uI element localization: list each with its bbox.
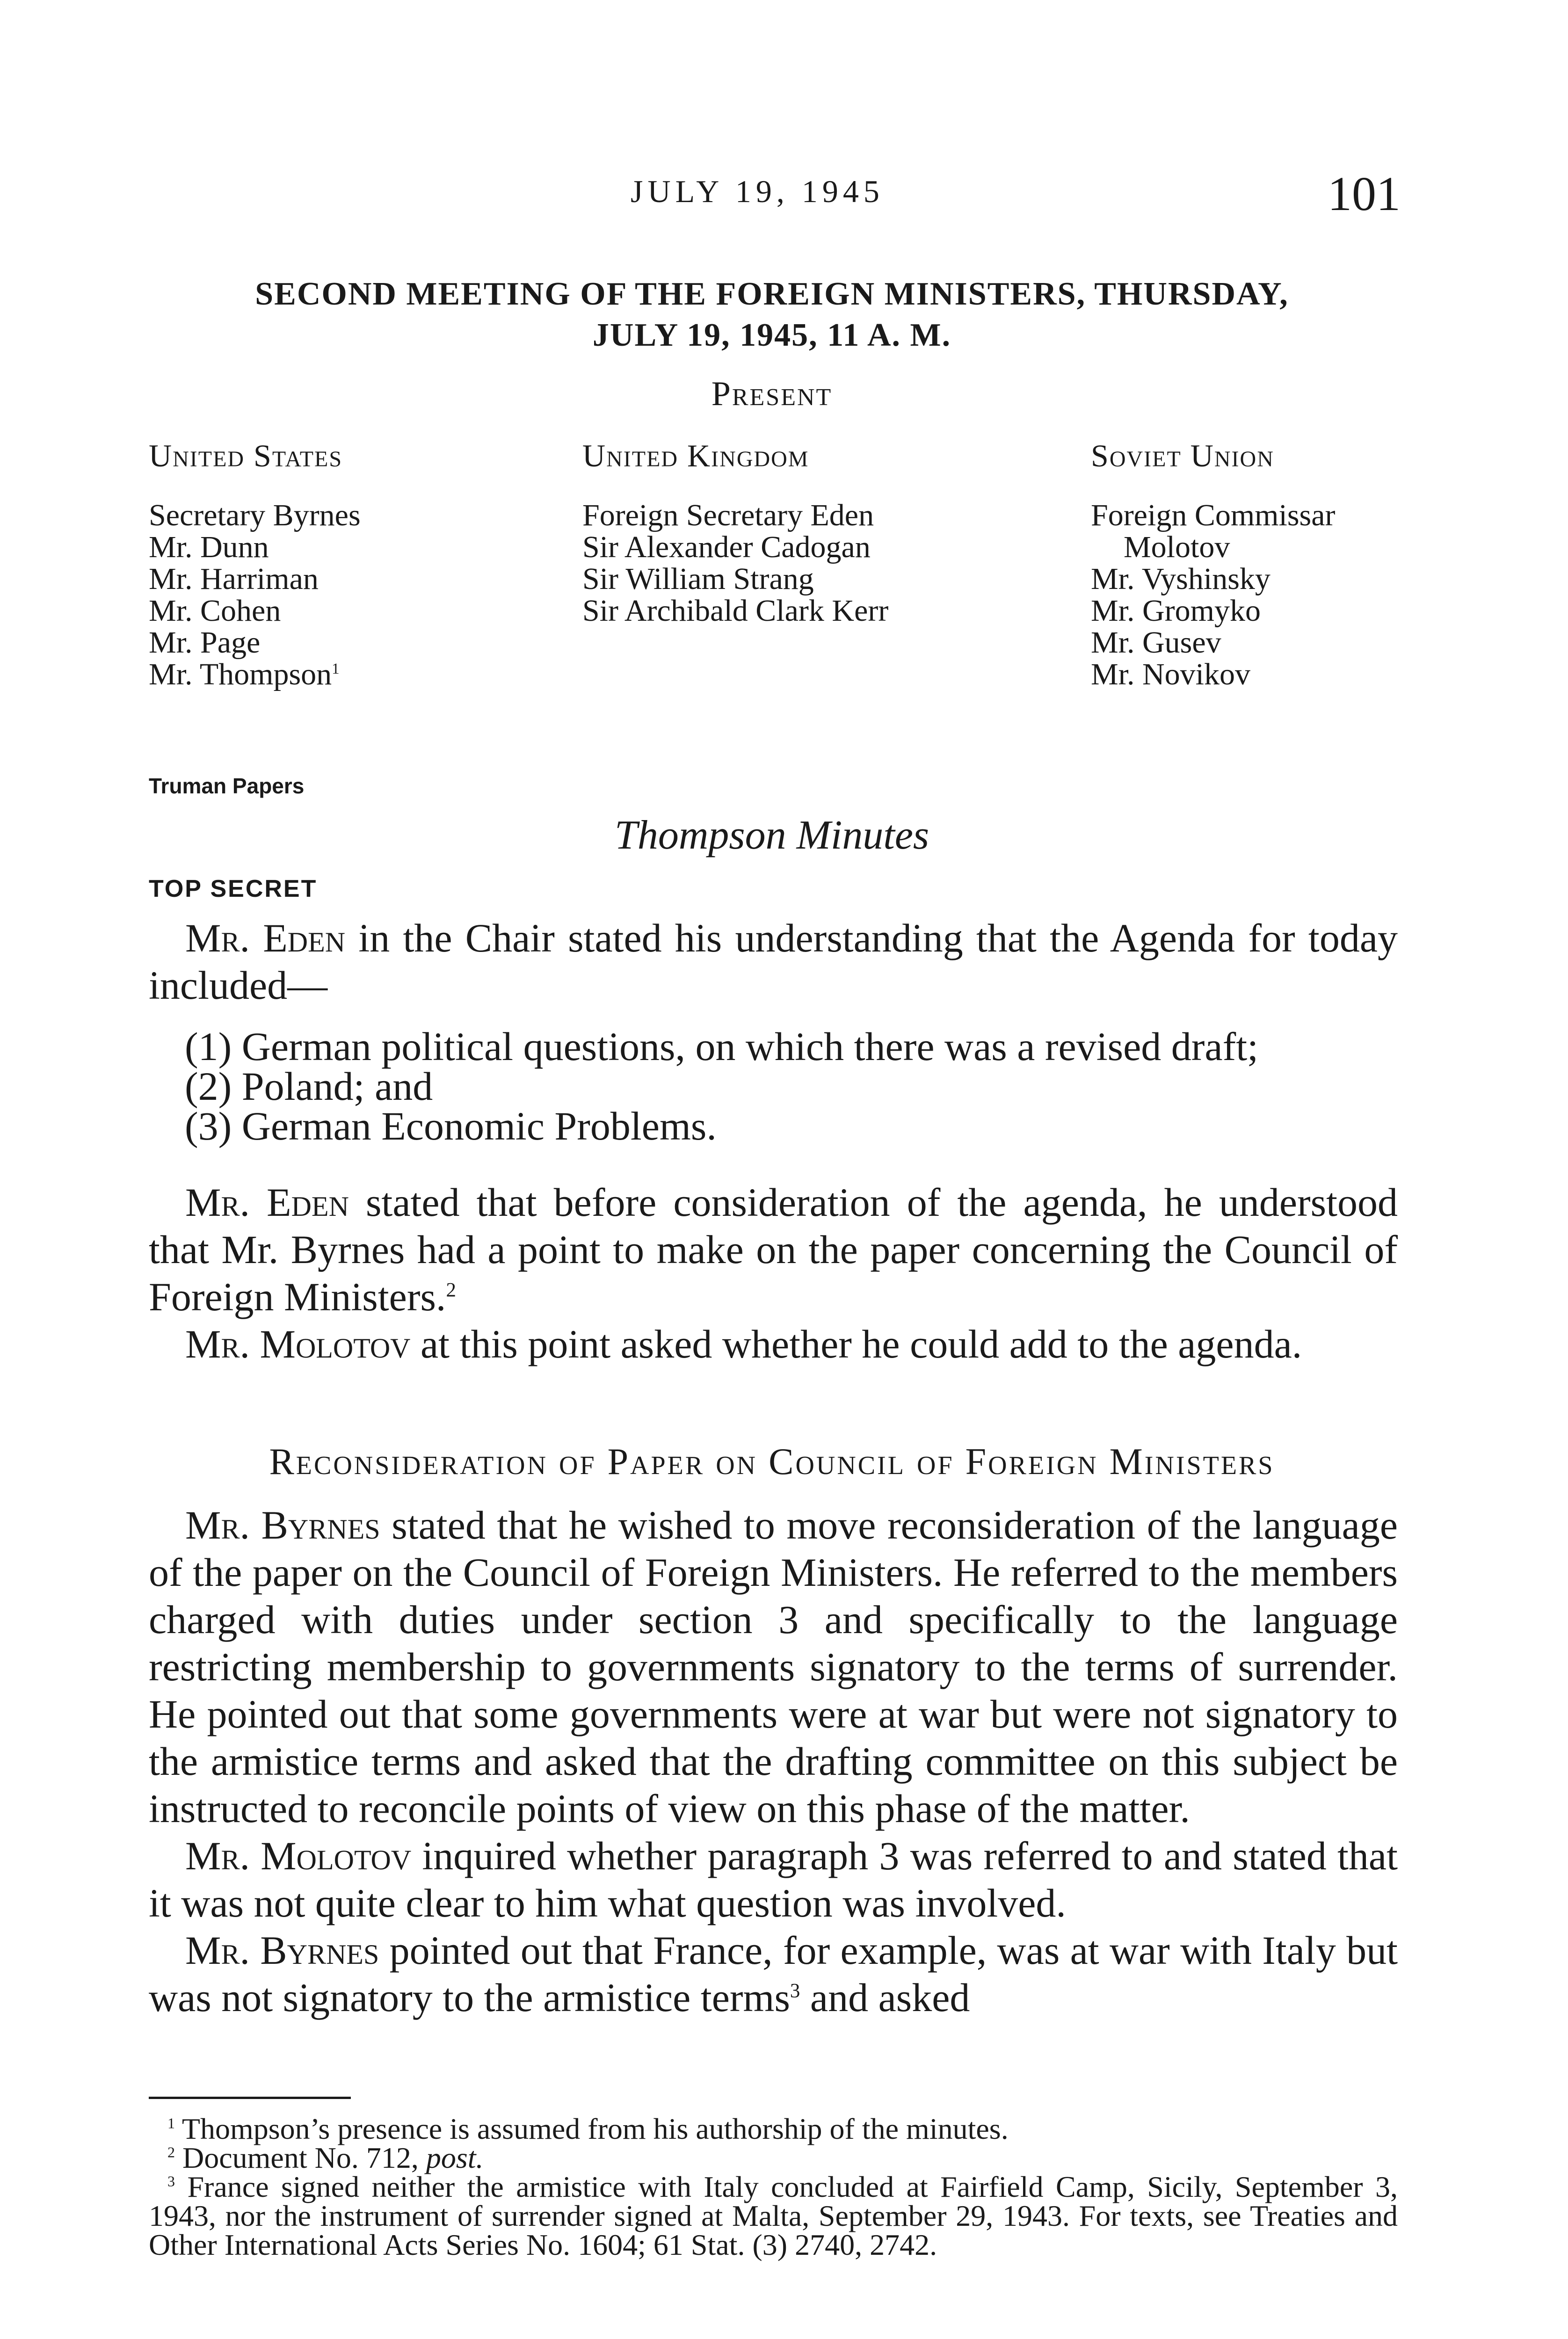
- speaker-name: Mr. Byrnes: [185, 1928, 379, 1973]
- member: Mr. Thompson: [149, 657, 332, 691]
- footnote-text: Thompson’s presence is assumed from his authorship of the minutes.: [181, 2112, 1009, 2145]
- member: Sir Archibald Clark Kerr: [582, 594, 889, 628]
- section-heading: Reconsideration of Paper on Council of Foreign Ministers: [269, 1441, 1275, 1482]
- paragraph-text: in the Chair stated his understanding that the Agenda for today included—: [149, 915, 1398, 1008]
- member: Mr. Page: [149, 625, 261, 660]
- agenda-item: (2) Poland; and: [185, 1064, 433, 1109]
- classification-label: TOP SECRET: [149, 875, 318, 902]
- page-number: 101: [1328, 167, 1401, 221]
- footnote: [149, 2172, 1398, 2259]
- member: Secretary Byrnes: [149, 498, 361, 532]
- speaker-name: Mr. Molotov: [185, 1322, 411, 1366]
- footnote-rule: [149, 2097, 351, 2099]
- member: Mr. Gusev: [1091, 625, 1221, 660]
- speaker-name: Mr. Byrnes: [185, 1503, 380, 1547]
- paragraph-text: at this point asked whether he could add to the agenda.: [421, 1322, 1302, 1366]
- paragraph-text: pointed out that France, for example, was at war with Italy but was not signatory to the armistice terms: [149, 1928, 1398, 2020]
- paragraph-text: stated that before consideration of the agenda, he understood that Mr. Byrnes had a point to make on the paper concerning the Council of Foreign Ministers.: [149, 1180, 1398, 1319]
- member: Mr. Harriman: [149, 562, 319, 596]
- present-label: Present: [711, 375, 833, 413]
- footnote-ref: 3: [790, 1980, 800, 2002]
- agenda-item: (1) German political questions, on which there was a revised draft;: [185, 1024, 1258, 1069]
- member: Mr. Novikov: [1091, 657, 1251, 691]
- speaker-name: Mr. Molotov: [185, 1833, 412, 1878]
- footnote: [149, 2114, 1398, 2143]
- member: Foreign Commissar: [1091, 498, 1336, 532]
- delegation-su: [1091, 440, 1336, 690]
- speaker-name: Mr. Eden: [185, 1180, 349, 1225]
- delegation-heading-us: United States: [149, 438, 343, 473]
- footnote-text: Document No. 712,: [182, 2141, 426, 2174]
- paragraph-block: [149, 1502, 1398, 2021]
- footnote-mark: 2: [167, 2143, 175, 2161]
- member: Sir Alexander Cadogan: [582, 530, 871, 564]
- footnotes: [149, 2114, 1398, 2259]
- page-title: [140, 274, 1403, 356]
- member: Foreign Secretary Eden: [582, 498, 874, 532]
- delegation-us: [149, 440, 361, 690]
- footnote-text: France signed neither the armistice with Italy concluded at Fairfield Camp, Sicily, September 3, 1943, nor the instrument of surrender signed at Malta, September 29, 1943. For texts, see Treaties and Other International Acts Series No. 1604; 61 Stat. (3) 2740, 2742.: [149, 2170, 1398, 2261]
- paragraph-text: and asked: [800, 1975, 970, 2020]
- member: Mr. Cohen: [149, 594, 281, 628]
- title-line-1: SECOND MEETING OF THE FOREIGN MINISTERS, THURSDAY,: [255, 276, 1289, 312]
- speaker-name: Mr. Eden: [185, 915, 346, 960]
- paragraph-text: inquired whether paragraph 3 was referred to and stated that it was not quite clear to him what question was involved.: [149, 1833, 1398, 1925]
- member: Molotov: [1124, 530, 1230, 564]
- delegation-heading-uk: United Kingdom: [582, 438, 809, 473]
- running-head: JULY 19, 1945: [631, 174, 884, 209]
- footnote-mark: 1: [167, 2114, 175, 2132]
- member: Mr. Dunn: [149, 530, 269, 564]
- member-with-footnote: [149, 659, 361, 690]
- agenda-item: (3) German Economic Problems.: [185, 1104, 717, 1148]
- footnote-ref: 2: [446, 1279, 456, 1301]
- footnote-mark: 3: [167, 2172, 175, 2190]
- title-line-2: JULY 19, 1945, 11 A. M.: [592, 317, 951, 353]
- footnote: [149, 2143, 1398, 2172]
- source-label: Truman Papers: [149, 774, 305, 798]
- footnote-ref: 1: [332, 661, 340, 677]
- member: Mr. Vyshinsky: [1091, 562, 1270, 596]
- paragraph-1: [149, 915, 1398, 1009]
- footnote-italic: post.: [426, 2141, 484, 2174]
- delegation-heading-su: Soviet Union: [1091, 438, 1274, 473]
- member: Mr. Gromyko: [1091, 594, 1261, 628]
- minutes-title: Thompson Minutes: [614, 813, 929, 858]
- member: Sir William Strang: [582, 562, 814, 596]
- delegation-uk: [582, 440, 888, 627]
- paragraph-2: [149, 1179, 1398, 1368]
- agenda-list: [185, 1024, 1258, 1148]
- paragraph-text: stated that he wished to move reconsideration of the language of the paper on the Council of Foreign Ministers. He referred to the members charged with duties under section 3 and specifically to the language restricting membership to governments signatory to the terms of surrender. He pointed out that some governments were at war but were not signatory to the armistice terms and asked that the drafting committee on this subject be instructed to reconcile points of view on this phase of the matter.: [149, 1503, 1398, 1831]
